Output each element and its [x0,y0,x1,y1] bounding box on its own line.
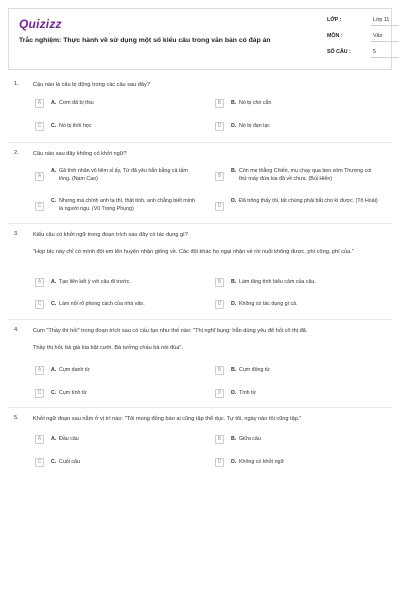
question-quote: "Họp tác này chỉ có mình đội em lên huyện nhận giống về. Các đội khác họ ngại nhận về rồi nuôi không được, phí công, phí của." [33,249,354,255]
option-letter-box: B [215,366,224,375]
option-key: D. [231,459,237,465]
option-key: C. [51,198,57,204]
option-letter-box: B [215,99,224,108]
option-letter-box: A [35,435,44,444]
option-text: Nó bị chó cắn [239,100,272,106]
question-number: 3. [14,231,19,237]
option-key: B. [231,168,237,174]
option-text: Làm nổi rõ phong cách của nhà văn. [59,301,145,307]
quizizz-logo: Quizizz [19,17,62,31]
option-key: A. [51,436,57,442]
option-key: D. [231,198,237,204]
option-key: B. [231,367,237,373]
option-text: Nó bị đạn lạc [239,123,270,129]
option-letter-box: C [35,389,44,398]
divider [8,223,392,224]
option-key: A. [51,279,57,285]
divider [8,407,392,408]
option-text: Gã tình nhân vô liêm sỉ ấy, Tứ đã yêu hắn bằng cả tấm lòng. (Nam Cao) [59,168,188,182]
option-letter-box: D [215,300,224,309]
count-underline [371,57,399,58]
option-letter-box: B [215,435,224,444]
option-letter-box: B [215,172,224,181]
option-letter-box: C [35,202,44,211]
class-label: LỚP : [327,17,342,23]
question-text: Kiểu câu có khởi ngữ trong đoạn trích sau đây có tác dụng gì? [33,232,188,238]
option-text: Còn mẹ thằng Chiến, mụ chạy qua ben xóm Thượng coi thử mấy đứa kia đã về chưa. (Bùi Hiển) [239,168,372,182]
option-letter-box: C [35,458,44,467]
option-key: B. [231,100,237,106]
option-key: A. [51,100,57,106]
option-text: Cuối câu [59,459,80,465]
option-key: B. [231,279,237,285]
page-title: Trắc nghiệm: Thực hành về sử dụng một số kiểu câu trong văn bản có đáp án [19,37,271,44]
option-text: Cụm danh từ [59,367,90,373]
divider [8,319,392,320]
subject-label: MÔN : [327,33,343,39]
option-key: D. [231,123,237,129]
option-text: Tính từ [239,390,257,396]
option-text: Giữa câu [239,436,261,442]
question-number: 4. [14,327,19,333]
option-key: C. [51,459,57,465]
option-letter-box: A [35,278,44,287]
option-text: Cụm tính từ [59,390,87,396]
option-key: C. [51,123,57,129]
option-text: Làm tăng tính biểu cảm của câu. [239,279,316,285]
option-letter-box: A [35,366,44,375]
option-text: Nó bị thôi học [59,123,92,129]
option-letter-box: A [35,172,44,181]
divider [8,142,392,143]
option-text: Đã trông thấy tôi, tất chúng phải bắt cho kì được. (Tô Hoài) [239,198,378,204]
option-letter-box: B [215,278,224,287]
option-letter-box: D [215,202,224,211]
option-text: Đầu câu [59,436,79,442]
option-key: D. [231,390,237,396]
option-key: B. [231,436,237,442]
option-key: A. [51,367,57,373]
worksheet-header [8,8,392,70]
question-number: 5. [14,415,19,421]
option-letter-box: D [215,389,224,398]
subject-value: Văn [373,33,383,39]
option-key: D. [231,301,237,307]
question-text: Khởi ngữ đoạn sau nằm ở vị trí nào: "Tôi mong đồng bào ai cũng tập thể dục. Tự tôi, ngày nào tôi cũng tập." [33,416,302,422]
count-value: 5 [373,49,376,55]
option-text: Nhưng mà chính anh ta thì, thật tình, anh chẳng biết mình là người ngu. (Vũ Trọng Phụng) [59,198,196,212]
option-letter-box: D [215,458,224,467]
question-number: 1. [14,81,19,87]
question-quote: Thầy thị hỏi, bà già kia bật cười. Bà tưởng cháu bà nói đùa". [33,345,183,351]
question-number: 2. [14,150,19,156]
question-text: Câu nào sau đây không có khởi ngữ? [33,151,127,157]
class-underline [371,25,399,26]
option-letter-box: C [35,300,44,309]
question-text: Câu nào là câu bị động trong các câu sau đây? [33,82,150,88]
option-letter-box: A [35,99,44,108]
option-text: Không có khởi ngữ [239,459,285,465]
count-label: SỐ CÂU : [327,49,351,55]
option-letter-box: D [215,122,224,131]
option-text: Không có tác dụng gì cả. [239,301,298,307]
class-value: Lớp 11 [373,17,390,23]
option-letter-box: C [35,122,44,131]
option-text: Cụm động từ [239,367,270,373]
option-key: A. [51,168,57,174]
option-text: Cơm đã bị thiu [59,100,94,106]
option-key: C. [51,390,57,396]
subject-underline [371,41,399,42]
question-text: Cụm "Thầy thì hỏi" trong đoạn trích sau có cấu tạo như thế nào: "Thị nghĩ bụng: hẳn dùng yêu để hỏi cô thị đã. [33,328,308,334]
option-text: Tạo liên kết ý với câu đi trước. [59,279,131,285]
option-key: C. [51,301,57,307]
